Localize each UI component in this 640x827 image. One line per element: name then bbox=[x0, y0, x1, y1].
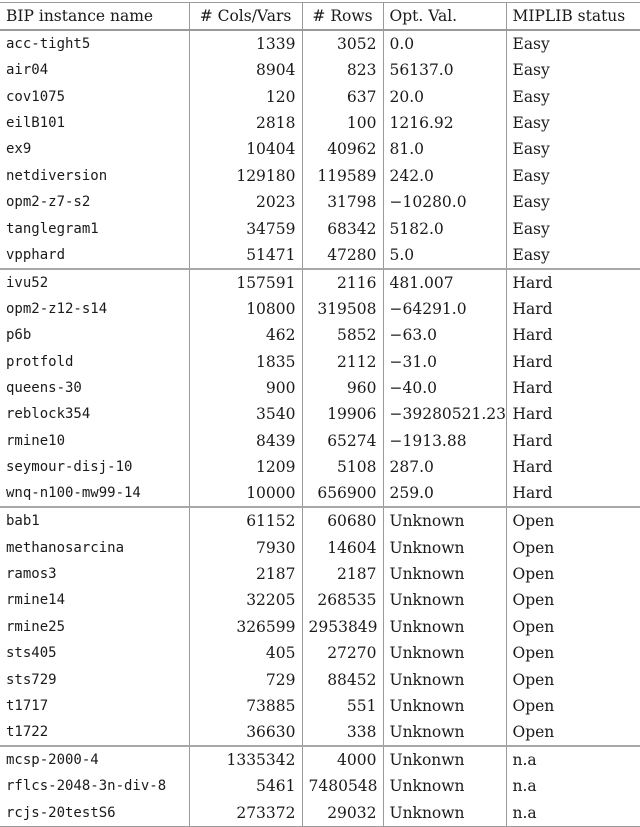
table-row bbox=[0, 401, 640, 427]
opt-val-cell: −63.0 bbox=[383, 322, 506, 348]
cols-vars-cell: 10404 bbox=[189, 136, 302, 162]
table-row bbox=[0, 110, 640, 136]
miplib-status-cell: Open bbox=[506, 587, 640, 613]
rows-cell: 31798 bbox=[302, 189, 383, 215]
rows-cell: 29032 bbox=[302, 800, 383, 827]
rows-cell: 65274 bbox=[302, 428, 383, 454]
header-miplib-status: MIPLIB status bbox=[506, 3, 640, 31]
rows-cell: 338 bbox=[302, 719, 383, 746]
miplib-status-cell: Easy bbox=[506, 163, 640, 189]
miplib-status-cell: n.a bbox=[506, 800, 640, 827]
rows-cell: 7480548 bbox=[302, 773, 383, 799]
rows-cell: 27270 bbox=[302, 640, 383, 666]
cols-vars-cell: 1335342 bbox=[189, 746, 302, 773]
cols-vars-cell: 10000 bbox=[189, 480, 302, 507]
table-row bbox=[0, 480, 640, 507]
cols-vars-cell: 32205 bbox=[189, 587, 302, 613]
miplib-status-cell: Open bbox=[506, 719, 640, 746]
rows-cell: 14604 bbox=[302, 534, 383, 560]
opt-val-cell: −39280521.23 bbox=[383, 401, 506, 427]
opt-val-cell: Unknown bbox=[383, 719, 506, 746]
opt-val-cell: Unknown bbox=[383, 507, 506, 534]
opt-val-cell: 1216.92 bbox=[383, 110, 506, 136]
table-row bbox=[0, 269, 640, 296]
opt-val-cell: 242.0 bbox=[383, 163, 506, 189]
instance-name-cell: mcsp-2000-4 bbox=[6, 752, 99, 769]
cols-vars-cell: 10800 bbox=[189, 296, 302, 322]
table-row bbox=[0, 349, 640, 375]
cols-vars-cell: 2187 bbox=[189, 561, 302, 587]
table-row bbox=[0, 83, 640, 109]
opt-val-cell: 0.0 bbox=[383, 30, 506, 57]
opt-val-cell: Unkonwn bbox=[383, 746, 506, 773]
instance-name-cell: opm2-z12-s14 bbox=[6, 300, 108, 317]
header-row bbox=[0, 3, 640, 31]
rows-cell: 2116 bbox=[302, 269, 383, 296]
table-row bbox=[0, 561, 640, 587]
rows-cell: 5108 bbox=[302, 454, 383, 480]
cols-vars-cell: 120 bbox=[189, 83, 302, 109]
rows-cell: 3052 bbox=[302, 30, 383, 57]
instance-name-cell: sts405 bbox=[6, 645, 57, 662]
cols-vars-cell: 2818 bbox=[189, 110, 302, 136]
header-opt-val: Opt. Val. bbox=[383, 3, 506, 31]
miplib-status-cell: Open bbox=[506, 640, 640, 666]
opt-val-cell: Unknown bbox=[383, 666, 506, 692]
instance-name-cell: rmine25 bbox=[6, 618, 66, 635]
miplib-status-cell: Easy bbox=[506, 189, 640, 215]
opt-val-cell: 56137.0 bbox=[383, 57, 506, 83]
instance-name-cell: rmine10 bbox=[6, 432, 66, 449]
opt-val-cell: Unknown bbox=[383, 773, 506, 799]
header-instance-name: BIP instance name bbox=[6, 7, 154, 25]
instance-name-cell: ramos3 bbox=[6, 566, 57, 583]
opt-val-cell: −31.0 bbox=[383, 349, 506, 375]
miplib-status-cell: Hard bbox=[506, 454, 640, 480]
table-row bbox=[0, 534, 640, 560]
rows-cell: 2187 bbox=[302, 561, 383, 587]
rows-cell: 2112 bbox=[302, 349, 383, 375]
table-row bbox=[0, 746, 640, 773]
miplib-status-cell: n.a bbox=[506, 746, 640, 773]
opt-val-cell: Unknown bbox=[383, 640, 506, 666]
header-rows: # Rows bbox=[302, 3, 383, 31]
instance-name-cell: t1722 bbox=[6, 724, 49, 741]
table-row bbox=[0, 30, 640, 57]
rows-cell: 551 bbox=[302, 693, 383, 719]
opt-val-cell: Unknown bbox=[383, 534, 506, 560]
opt-val-cell: −64291.0 bbox=[383, 296, 506, 322]
group-easy bbox=[0, 30, 640, 269]
miplib-status-cell: Open bbox=[506, 693, 640, 719]
miplib-status-cell: Easy bbox=[506, 242, 640, 269]
table-row bbox=[0, 428, 640, 454]
cols-vars-cell: 273372 bbox=[189, 800, 302, 827]
miplib-status-cell: Hard bbox=[506, 269, 640, 296]
instance-name-cell: rflcs-2048-3n-div-8 bbox=[6, 778, 167, 795]
table-row bbox=[0, 693, 640, 719]
cols-vars-cell: 7930 bbox=[189, 534, 302, 560]
instance-name-cell: seymour-disj-10 bbox=[6, 459, 133, 476]
instance-name-cell: methanosarcina bbox=[6, 539, 125, 556]
table-row bbox=[0, 800, 640, 827]
cols-vars-cell: 34759 bbox=[189, 215, 302, 241]
group-n-a bbox=[0, 746, 640, 826]
instance-name-cell: netdiversion bbox=[6, 167, 108, 184]
miplib-status-cell: Hard bbox=[506, 401, 640, 427]
instance-name-cell: wnq-n100-mw99-14 bbox=[6, 485, 141, 502]
rows-cell: 47280 bbox=[302, 242, 383, 269]
table-row bbox=[0, 454, 640, 480]
table-row bbox=[0, 587, 640, 613]
rows-cell: 100 bbox=[302, 110, 383, 136]
table-row bbox=[0, 375, 640, 401]
instance-name-cell: queens-30 bbox=[6, 380, 82, 397]
instance-name-cell: bab1 bbox=[6, 513, 40, 530]
miplib-status-cell: Easy bbox=[506, 83, 640, 109]
header-cols-vars: # Cols/Vars bbox=[189, 3, 302, 31]
opt-val-cell: Unknown bbox=[383, 587, 506, 613]
cols-vars-cell: 3540 bbox=[189, 401, 302, 427]
opt-val-cell: 259.0 bbox=[383, 480, 506, 507]
instance-name-cell: acc-tight5 bbox=[6, 36, 91, 52]
opt-val-cell: −10280.0 bbox=[383, 189, 506, 215]
instance-name-cell: ivu52 bbox=[6, 274, 49, 291]
opt-val-cell: Unknown bbox=[383, 800, 506, 827]
cols-vars-cell: 73885 bbox=[189, 693, 302, 719]
opt-val-cell: 287.0 bbox=[383, 454, 506, 480]
opt-val-cell: 481.007 bbox=[383, 269, 506, 296]
miplib-status-cell: Easy bbox=[506, 57, 640, 83]
table-row bbox=[0, 296, 640, 322]
table-row bbox=[0, 136, 640, 162]
miplib-status-cell: Open bbox=[506, 534, 640, 560]
table-row bbox=[0, 57, 640, 83]
rows-cell: 119589 bbox=[302, 163, 383, 189]
rows-cell: 823 bbox=[302, 57, 383, 83]
instance-name-cell: rmine14 bbox=[6, 592, 66, 609]
opt-val-cell: Unknown bbox=[383, 614, 506, 640]
miplib-status-cell: Open bbox=[506, 614, 640, 640]
opt-val-cell: 5.0 bbox=[383, 242, 506, 269]
miplib-status-cell: Easy bbox=[506, 110, 640, 136]
miplib-status-cell: Open bbox=[506, 666, 640, 692]
rows-cell: 2953849 bbox=[302, 614, 383, 640]
table-row bbox=[0, 507, 640, 534]
opt-val-cell: 5182.0 bbox=[383, 215, 506, 241]
opt-val-cell: −40.0 bbox=[383, 375, 506, 401]
miplib-status-cell: Easy bbox=[506, 30, 640, 57]
miplib-status-cell: Hard bbox=[506, 375, 640, 401]
instance-name-cell: ex9 bbox=[6, 141, 32, 158]
opt-val-cell: 81.0 bbox=[383, 136, 506, 162]
instance-name-cell: sts729 bbox=[6, 671, 57, 688]
opt-val-cell: Unknown bbox=[383, 561, 506, 587]
rows-cell: 88452 bbox=[302, 666, 383, 692]
rows-cell: 268535 bbox=[302, 587, 383, 613]
miplib-status-cell: Hard bbox=[506, 296, 640, 322]
table-row bbox=[0, 242, 640, 269]
table-row bbox=[0, 666, 640, 692]
instance-name-cell: cov1075 bbox=[6, 88, 66, 105]
bip-instances-table bbox=[0, 2, 640, 827]
rows-cell: 68342 bbox=[302, 215, 383, 241]
cols-vars-cell: 36630 bbox=[189, 719, 302, 746]
cols-vars-cell: 900 bbox=[189, 375, 302, 401]
cols-vars-cell: 1835 bbox=[189, 349, 302, 375]
cols-vars-cell: 61152 bbox=[189, 507, 302, 534]
instance-name-cell: opm2-z7-s2 bbox=[6, 194, 91, 211]
instance-name-cell: protfold bbox=[6, 353, 74, 370]
rows-cell: 60680 bbox=[302, 507, 383, 534]
cols-vars-cell: 8904 bbox=[189, 57, 302, 83]
rows-cell: 637 bbox=[302, 83, 383, 109]
instance-name-cell: reblock354 bbox=[6, 406, 91, 423]
instance-name-cell: air04 bbox=[6, 62, 49, 79]
cols-vars-cell: 129180 bbox=[189, 163, 302, 189]
rows-cell: 656900 bbox=[302, 480, 383, 507]
table-row bbox=[0, 640, 640, 666]
cols-vars-cell: 51471 bbox=[189, 242, 302, 269]
table-row bbox=[0, 322, 640, 348]
opt-val-cell: −1913.88 bbox=[383, 428, 506, 454]
rows-cell: 5852 bbox=[302, 322, 383, 348]
opt-val-cell: 20.0 bbox=[383, 83, 506, 109]
rows-cell: 40962 bbox=[302, 136, 383, 162]
table-row bbox=[0, 614, 640, 640]
rows-cell: 319508 bbox=[302, 296, 383, 322]
cols-vars-cell: 405 bbox=[189, 640, 302, 666]
miplib-status-cell: Hard bbox=[506, 480, 640, 507]
table-row bbox=[0, 719, 640, 746]
instance-name-cell: eilB101 bbox=[6, 114, 66, 131]
rows-cell: 4000 bbox=[302, 746, 383, 773]
cols-vars-cell: 462 bbox=[189, 322, 302, 348]
cols-vars-cell: 2023 bbox=[189, 189, 302, 215]
instance-name-cell: t1717 bbox=[6, 698, 49, 714]
miplib-status-cell: Open bbox=[506, 507, 640, 534]
cols-vars-cell: 5461 bbox=[189, 773, 302, 799]
group-hard bbox=[0, 269, 640, 508]
table-row bbox=[0, 215, 640, 241]
group-open bbox=[0, 507, 640, 746]
table-row bbox=[0, 189, 640, 215]
miplib-status-cell: Hard bbox=[506, 322, 640, 348]
miplib-status-cell: Easy bbox=[506, 136, 640, 162]
cols-vars-cell: 729 bbox=[189, 666, 302, 692]
miplib-status-cell: Open bbox=[506, 561, 640, 587]
instance-name-cell: rcjs-20testS6 bbox=[6, 804, 116, 821]
table-row bbox=[0, 773, 640, 799]
miplib-status-cell: Hard bbox=[506, 428, 640, 454]
cols-vars-cell: 1339 bbox=[189, 30, 302, 57]
cols-vars-cell: 1209 bbox=[189, 454, 302, 480]
instance-name-cell: tanglegram1 bbox=[6, 220, 99, 237]
cols-vars-cell: 326599 bbox=[189, 614, 302, 640]
cols-vars-cell: 157591 bbox=[189, 269, 302, 296]
miplib-status-cell: Easy bbox=[506, 215, 640, 241]
instance-name-cell: vpphard bbox=[6, 246, 66, 263]
rows-cell: 19906 bbox=[302, 401, 383, 427]
table-row bbox=[0, 163, 640, 189]
rows-cell: 960 bbox=[302, 375, 383, 401]
instance-name-cell: p6b bbox=[6, 327, 32, 344]
opt-val-cell: Unknown bbox=[383, 693, 506, 719]
miplib-status-cell: Hard bbox=[506, 349, 640, 375]
cols-vars-cell: 8439 bbox=[189, 428, 302, 454]
table-header bbox=[0, 3, 640, 31]
miplib-status-cell: n.a bbox=[506, 773, 640, 799]
